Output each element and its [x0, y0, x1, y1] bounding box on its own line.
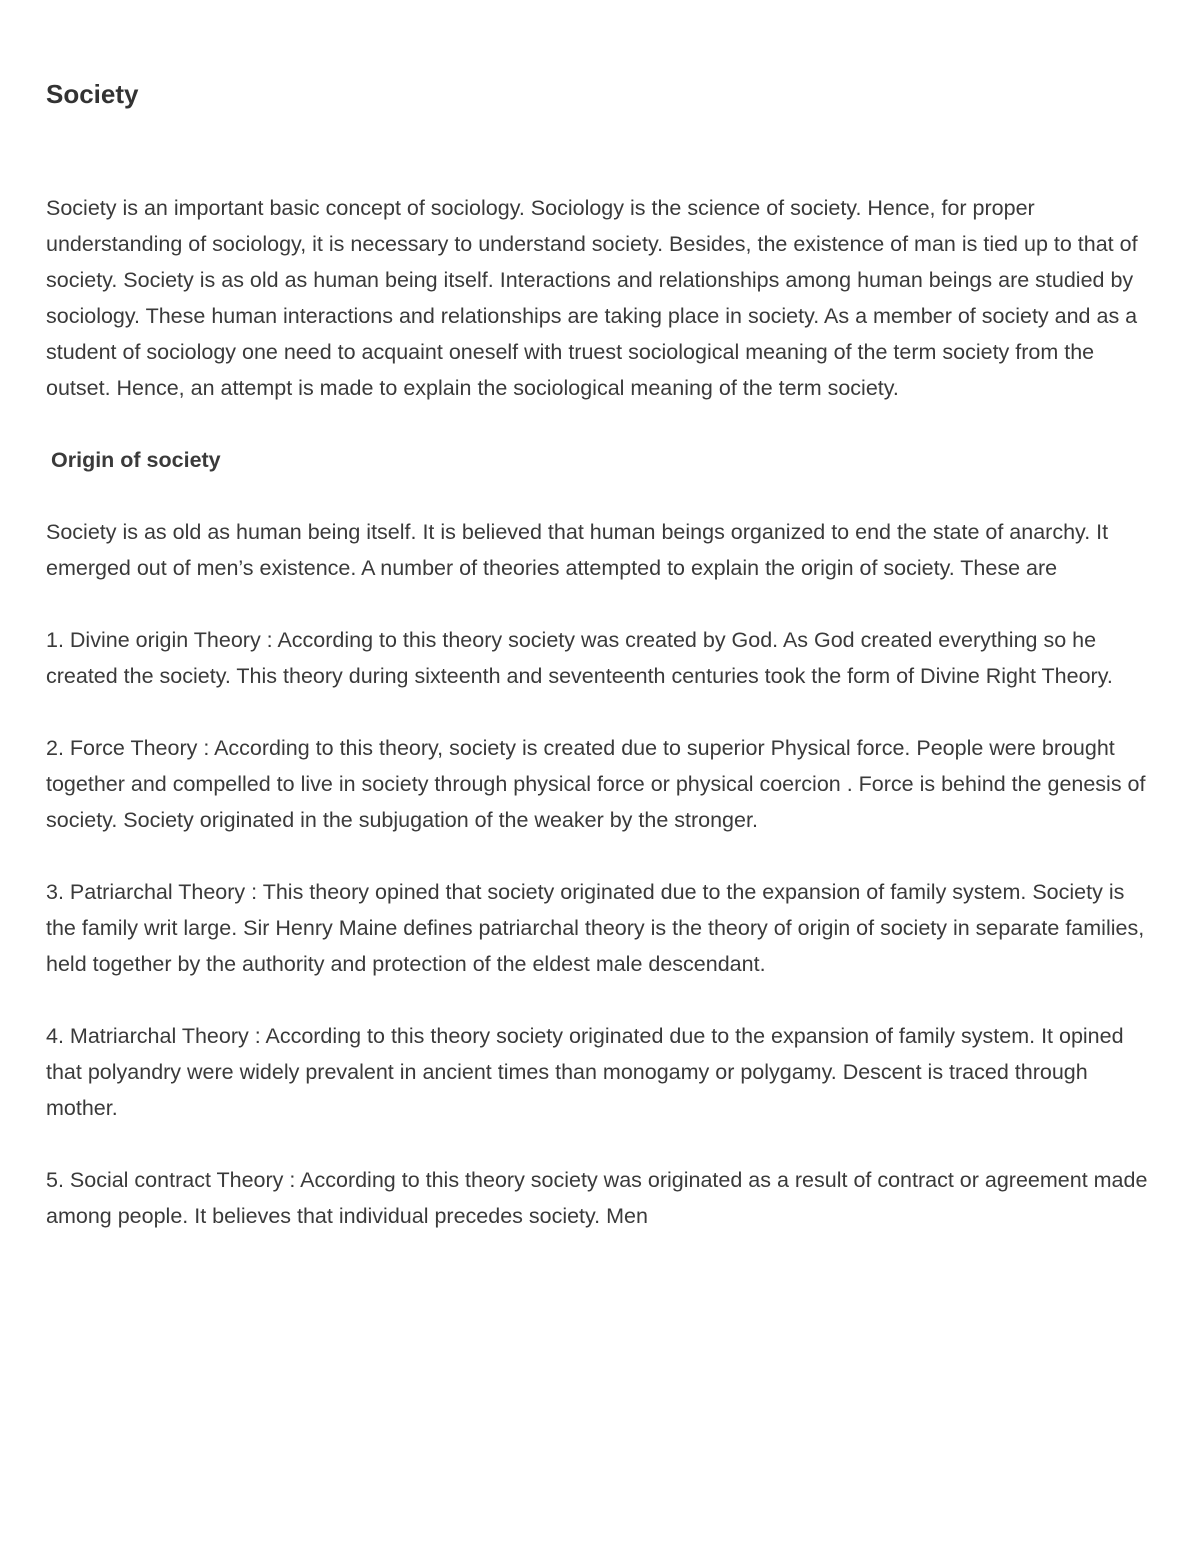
theory-item-social-contract: 5. Social contract Theory : According to this theory society was originated as a result of contract or agreement made among people. It believes that individual precedes society. Men — [46, 1168, 1148, 1228]
origin-intro-paragraph: Society is as old as human being itself. It is believed that human beings organized to end the state of anarchy. It emerged out of men’s existence. A number of theories attempted to explain the origin of society. These are — [46, 520, 1109, 580]
origin-heading: Origin of society — [51, 448, 221, 472]
theory-item-patriarchal: 3. Patriarchal Theory : This theory opined that society originated due to the expansion of family system. Society is the family writ large. Sir Henry Maine defines patriarchal theory is the theory of origin of society in separate families, held together by the authority and protection of the eldest male descendant. — [46, 880, 1145, 976]
theory-item-force: 2. Force Theory : According to this theory, society is created due to superior Physical force. People were brought together and compelled to live in society through physical force or physical coercion . Force is behind the genesis of society. Society originated in the subjugation of the weaker by the stronger. — [46, 736, 1146, 832]
theory-list — [46, 622, 1156, 1234]
document-page — [46, 74, 1156, 1234]
theory-item-matriarchal: 4. Matriarchal Theory : According to this theory society originated due to the expansion of family system. It opined that polyandry were widely prevalent in ancient times than monogamy or polygamy. Descent is traced through mother. — [46, 1024, 1124, 1120]
document-title: Society — [46, 79, 139, 109]
theory-item-divine-origin: 1. Divine origin Theory : According to this theory society was created by God. As God created everything so he created the society. This theory during sixteenth and seventeenth centuries took the form of Divine Right Theory. — [46, 628, 1113, 688]
intro-paragraph: Society is an important basic concept of sociology. Sociology is the science of society. Hence, for proper understanding of sociology, it is necessary to understand society. Besides, the existence of man is tied up to that of society. Society is as old as human being itself. Interactions and relationships among human beings are studied by sociology. These human interactions and relationships are taking place in society. As a member of society and as a student of sociology one need to acquaint oneself with truest sociological meaning of the term society from the outset. Hence, an attempt is made to explain the sociological meaning of the term society. — [46, 196, 1138, 400]
